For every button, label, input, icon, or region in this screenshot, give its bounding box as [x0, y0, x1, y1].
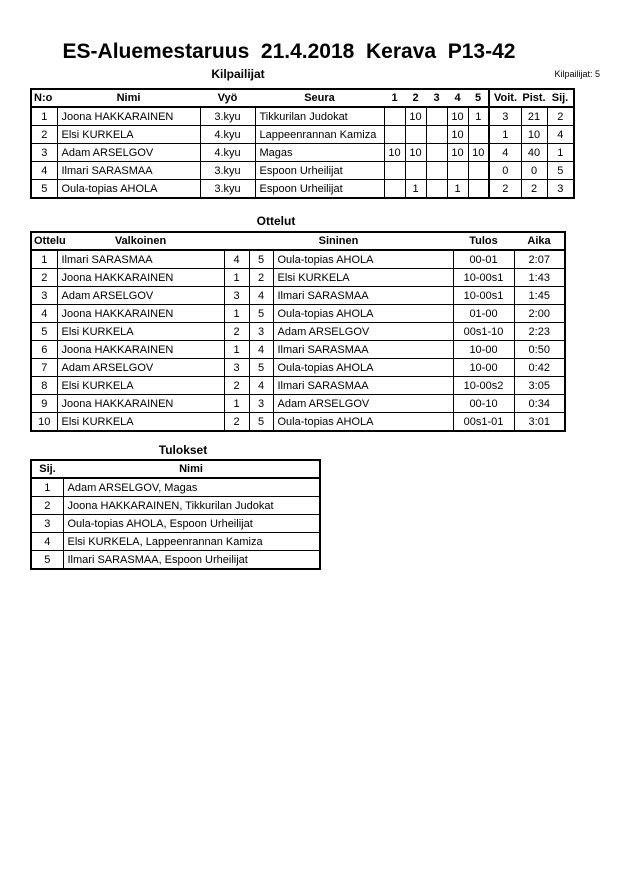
cell-name: Adam ARSELGOV — [57, 144, 200, 162]
cell-score-4 — [447, 162, 468, 180]
cell-final-name: Joona HAKKARAINEN, Tikkurilan Judokat — [63, 497, 320, 515]
result-row — [31, 515, 320, 533]
cell-club: Tikkurilan Judokat — [255, 107, 384, 126]
cell-name: Oula-topias AHOLA — [57, 180, 200, 199]
cell-points: 10 — [521, 126, 547, 144]
cell-final-name: Adam ARSELGOV, Magas — [63, 478, 320, 497]
match-row — [31, 341, 565, 359]
cell-blue-no: 4 — [249, 341, 273, 359]
cell-blue-name: Elsi KURKELA — [273, 269, 453, 287]
cell-time: 2:23 — [514, 323, 565, 341]
cell-match-no: 8 — [31, 377, 57, 395]
match-row — [31, 413, 565, 432]
result-row — [31, 533, 320, 551]
cell-name: Ilmari SARASMAA — [57, 162, 200, 180]
competitor-row — [31, 162, 574, 180]
cell-points: 0 — [521, 162, 547, 180]
col-header-club: Seura — [255, 89, 384, 107]
cell-club: Espoon Urheilijat — [255, 180, 384, 199]
cell-blue-no: 3 — [249, 395, 273, 413]
col-header-score-2: 2 — [405, 89, 426, 107]
col-header-match-no: Ottelu — [31, 232, 57, 250]
col-header-white: Valkoinen — [57, 232, 224, 250]
cell-white-name: Adam ARSELGOV — [57, 359, 224, 377]
cell-final-name: Ilmari SARASMAA, Espoon Urheilijat — [63, 551, 320, 570]
cell-final-name: Elsi KURKELA, Lappeenrannan Kamiza — [63, 533, 320, 551]
cell-result: 10-00 — [453, 359, 514, 377]
cell-belt: 3.kyu — [200, 162, 255, 180]
cell-score-2: 10 — [405, 144, 426, 162]
cell-club: Espoon Urheilijat — [255, 162, 384, 180]
cell-result: 01-00 — [453, 305, 514, 323]
cell-blue-no: 4 — [249, 377, 273, 395]
cell-white-name: Elsi KURKELA — [57, 377, 224, 395]
match-row — [31, 377, 565, 395]
cell-score-3 — [426, 162, 447, 180]
col-header-score-1: 1 — [384, 89, 405, 107]
cell-final-place: 5 — [31, 551, 63, 570]
cell-white-no: 1 — [224, 395, 249, 413]
cell-final-place: 3 — [31, 515, 63, 533]
cell-wins: 3 — [489, 107, 521, 126]
cell-match-no: 4 — [31, 305, 57, 323]
cell-score-4: 10 — [447, 144, 468, 162]
cell-belt: 4.kyu — [200, 126, 255, 144]
cell-score-5 — [468, 126, 489, 144]
cell-name: Elsi KURKELA — [57, 126, 200, 144]
cell-final-place: 4 — [31, 533, 63, 551]
matches-section-heading: Ottelut — [256, 214, 296, 228]
cell-time: 3:05 — [514, 377, 565, 395]
cell-time: 1:43 — [514, 269, 565, 287]
cell-blue-no: 5 — [249, 305, 273, 323]
cell-no: 1 — [31, 107, 57, 126]
cell-white-no: 2 — [224, 323, 249, 341]
col-header-time: Aika — [514, 232, 565, 250]
match-row — [31, 395, 565, 413]
cell-score-3 — [426, 144, 447, 162]
cell-match-no: 2 — [31, 269, 57, 287]
cell-score-2 — [405, 126, 426, 144]
col-header-no: N:o — [31, 89, 57, 107]
cell-time: 2:00 — [514, 305, 565, 323]
cell-blue-name: Ilmari SARASMAA — [273, 377, 453, 395]
cell-time: 2:07 — [514, 250, 565, 269]
cell-result: 00s1-01 — [453, 413, 514, 432]
cell-white-name: Ilmari SARASMAA — [57, 250, 224, 269]
cell-score-4: 10 — [447, 107, 468, 126]
cell-white-no: 2 — [224, 413, 249, 432]
matches-header-row — [31, 232, 565, 250]
cell-white-no: 1 — [224, 269, 249, 287]
cell-result: 10-00s1 — [453, 269, 514, 287]
col-header-score-4: 4 — [447, 89, 468, 107]
cell-score-1 — [384, 180, 405, 199]
cell-points: 21 — [521, 107, 547, 126]
cell-blue-no: 5 — [249, 250, 273, 269]
match-row — [31, 269, 565, 287]
cell-no: 2 — [31, 126, 57, 144]
cell-match-no: 6 — [31, 341, 57, 359]
cell-white-name: Joona HAKKARAINEN — [57, 341, 224, 359]
cell-score-3 — [426, 180, 447, 199]
cell-white-no: 3 — [224, 287, 249, 305]
cell-score-1 — [384, 107, 405, 126]
cell-blue-name: Oula-topias AHOLA — [273, 250, 453, 269]
competitor-row — [31, 144, 574, 162]
cell-no: 3 — [31, 144, 57, 162]
cell-result: 10-00 — [453, 341, 514, 359]
cell-blue-no: 4 — [249, 287, 273, 305]
match-row — [31, 323, 565, 341]
cell-blue-name: Ilmari SARASMAA — [273, 341, 453, 359]
cell-white-name: Joona HAKKARAINEN — [57, 269, 224, 287]
cell-score-1: 10 — [384, 144, 405, 162]
cell-score-5 — [468, 180, 489, 199]
match-row — [31, 305, 565, 323]
cell-belt: 3.kyu — [200, 180, 255, 199]
cell-score-1 — [384, 126, 405, 144]
col-header-final-place: Sij. — [31, 460, 63, 478]
cell-score-5: 1 — [468, 107, 489, 126]
cell-score-4: 10 — [447, 126, 468, 144]
cell-blue-name: Oula-topias AHOLA — [273, 413, 453, 432]
col-header-final-name: Nimi — [63, 460, 320, 478]
col-header-score-5: 5 — [468, 89, 489, 107]
col-header-score-3: 3 — [426, 89, 447, 107]
cell-club: Lappeenrannan Kamiza — [255, 126, 384, 144]
col-header-result: Tulos — [453, 232, 514, 250]
cell-white-name: Elsi KURKELA — [57, 413, 224, 432]
cell-belt: 4.kyu — [200, 144, 255, 162]
result-row — [31, 551, 320, 570]
cell-white-no: 2 — [224, 377, 249, 395]
competitor-count-label: Kilpailijat: 5 — [554, 69, 600, 79]
cell-match-no: 9 — [31, 395, 57, 413]
col-header-place: Sij. — [547, 89, 574, 107]
cell-place: 3 — [547, 180, 574, 199]
document-title: ES-Aluemestaruus 21.4.2018 Kerava P13-42 — [62, 40, 516, 63]
cell-points: 40 — [521, 144, 547, 162]
cell-score-1 — [384, 162, 405, 180]
competitors-table — [30, 88, 575, 199]
col-header-wins: Voit. — [489, 89, 521, 107]
col-header-name: Nimi — [57, 89, 200, 107]
cell-match-no: 1 — [31, 250, 57, 269]
cell-white-no: 3 — [224, 359, 249, 377]
cell-final-name: Oula-topias AHOLA, Espoon Urheilijat — [63, 515, 320, 533]
cell-white-name: Adam ARSELGOV — [57, 287, 224, 305]
cell-no: 5 — [31, 180, 57, 199]
cell-no: 4 — [31, 162, 57, 180]
col-header-blue: Sininen — [224, 232, 453, 250]
cell-time: 3:01 — [514, 413, 565, 432]
cell-time: 0:50 — [514, 341, 565, 359]
cell-final-place: 2 — [31, 497, 63, 515]
cell-wins: 4 — [489, 144, 521, 162]
competitors-header-row — [31, 89, 574, 107]
cell-result: 10-00s1 — [453, 287, 514, 305]
cell-result: 10-00s2 — [453, 377, 514, 395]
competitor-row — [31, 180, 574, 199]
cell-blue-no: 2 — [249, 269, 273, 287]
cell-wins: 2 — [489, 180, 521, 199]
cell-score-5 — [468, 162, 489, 180]
col-header-belt: Vyö — [200, 89, 255, 107]
cell-score-2 — [405, 162, 426, 180]
competitor-row — [31, 107, 574, 126]
cell-place: 2 — [547, 107, 574, 126]
results-section-heading: Tulokset — [158, 443, 208, 457]
results-table — [30, 459, 321, 570]
competitors-section-heading: Kilpailijat — [211, 67, 265, 81]
cell-name: Joona HAKKARAINEN — [57, 107, 200, 126]
match-row — [31, 359, 565, 377]
cell-place: 4 — [547, 126, 574, 144]
cell-place: 1 — [547, 144, 574, 162]
competitor-row — [31, 126, 574, 144]
cell-place: 5 — [547, 162, 574, 180]
cell-score-3 — [426, 107, 447, 126]
cell-time: 0:34 — [514, 395, 565, 413]
cell-blue-no: 3 — [249, 323, 273, 341]
cell-match-no: 3 — [31, 287, 57, 305]
cell-match-no: 5 — [31, 323, 57, 341]
cell-club: Magas — [255, 144, 384, 162]
cell-score-2: 1 — [405, 180, 426, 199]
cell-result: 00-10 — [453, 395, 514, 413]
col-header-points: Pist. — [521, 89, 547, 107]
results-header-row — [31, 460, 320, 478]
matches-table — [30, 231, 566, 432]
cell-white-name: Joona HAKKARAINEN — [57, 305, 224, 323]
cell-blue-no: 5 — [249, 359, 273, 377]
result-row — [31, 478, 320, 497]
cell-white-name: Joona HAKKARAINEN — [57, 395, 224, 413]
match-row — [31, 250, 565, 269]
cell-wins: 0 — [489, 162, 521, 180]
cell-score-3 — [426, 126, 447, 144]
cell-white-no: 1 — [224, 341, 249, 359]
cell-time: 0:42 — [514, 359, 565, 377]
cell-wins: 1 — [489, 126, 521, 144]
cell-belt: 3.kyu — [200, 107, 255, 126]
cell-final-place: 1 — [31, 478, 63, 497]
cell-score-5: 10 — [468, 144, 489, 162]
cell-result: 00-01 — [453, 250, 514, 269]
result-row — [31, 497, 320, 515]
cell-blue-name: Ilmari SARASMAA — [273, 287, 453, 305]
match-row — [31, 287, 565, 305]
cell-white-name: Elsi KURKELA — [57, 323, 224, 341]
cell-blue-name: Oula-topias AHOLA — [273, 359, 453, 377]
cell-points: 2 — [521, 180, 547, 199]
cell-blue-name: Adam ARSELGOV — [273, 323, 453, 341]
cell-match-no: 10 — [31, 413, 57, 432]
cell-score-4: 1 — [447, 180, 468, 199]
cell-blue-name: Adam ARSELGOV — [273, 395, 453, 413]
cell-blue-no: 5 — [249, 413, 273, 432]
cell-match-no: 7 — [31, 359, 57, 377]
cell-score-2: 10 — [405, 107, 426, 126]
cell-white-no: 1 — [224, 305, 249, 323]
cell-blue-name: Oula-topias AHOLA — [273, 305, 453, 323]
cell-result: 00s1-10 — [453, 323, 514, 341]
cell-time: 1:45 — [514, 287, 565, 305]
cell-white-no: 4 — [224, 250, 249, 269]
